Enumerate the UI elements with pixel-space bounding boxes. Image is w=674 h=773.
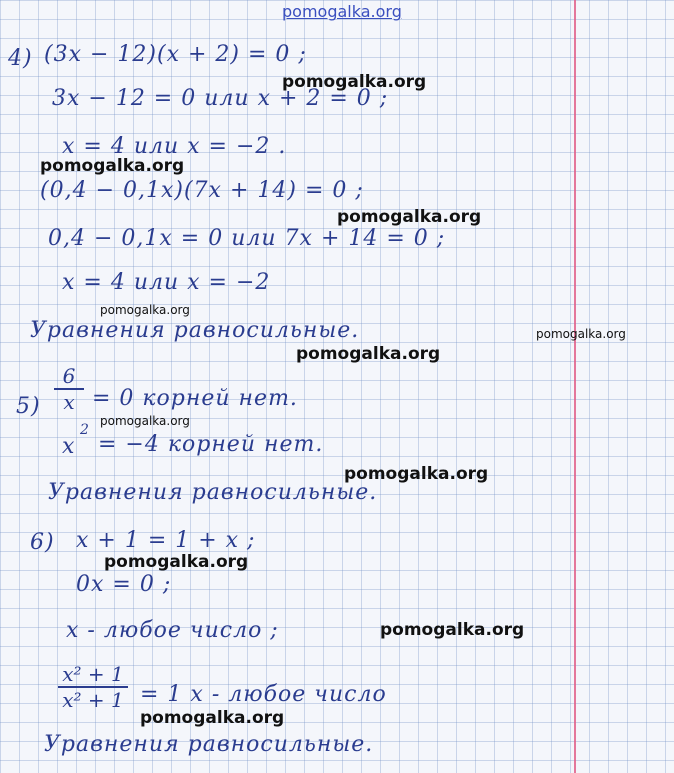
fraction-numerator: 6 (62, 364, 76, 388)
watermark: pomogalka.org (337, 207, 482, 227)
equation-4-line-1: (3x − 12)(x + 2) = 0 ; (44, 42, 307, 67)
fraction-denominator: x² + 1 (62, 688, 124, 712)
equation-5-line-2-base: x (62, 434, 76, 459)
watermark: pomogalka.org (296, 344, 441, 364)
watermark: pomogalka.org (40, 156, 185, 176)
equation-4-line-2: 3x − 12 = 0 или x + 2 = 0 ; (52, 86, 389, 111)
watermark: pomogalka.org (140, 708, 285, 728)
watermark: pomogalka.org (100, 303, 190, 317)
equation-4-line-4: (0,4 − 0,1x)(7x + 14) = 0 ; (40, 178, 364, 203)
fraction-denominator: x (63, 390, 75, 414)
equation-6-line-3: x - любое число ; (66, 618, 279, 643)
task-number-4: 4) (8, 46, 33, 71)
equation-6-line-1: x + 1 = 1 + x ; (76, 528, 256, 553)
equation-4-line-5: 0,4 − 0,1x = 0 или 7x + 14 = 0 ; (48, 226, 446, 251)
equation-5-line-2: = −4 корней нет. (98, 432, 324, 457)
fraction-6-over-x (54, 366, 84, 412)
equation-5-line-1: = 0 корней нет. (92, 386, 298, 411)
equation-6-line-4: = 1 x - любое число (140, 682, 387, 707)
equation-4-line-6: x = 4 или x = −2 (62, 270, 271, 295)
fraction-x2-plus-1 (58, 664, 128, 710)
watermark: pomogalka.org (536, 327, 626, 341)
equation-5-line-2-exponent: 2 (80, 422, 89, 438)
equation-6-line-2: 0x = 0 ; (76, 572, 172, 597)
margin-line (574, 0, 576, 773)
fraction-numerator: x² + 1 (62, 662, 124, 686)
watermark: pomogalka.org (380, 620, 525, 640)
task-number-6: 6) (30, 530, 55, 555)
watermark: pomogalka.org (344, 464, 489, 484)
equation-4-line-3: x = 4 или x = −2 . (62, 134, 287, 159)
watermark: pomogalka.org (100, 414, 190, 428)
conclusion-5: Уравнения равносильные. (48, 480, 378, 505)
task-number-5: 5) (16, 394, 41, 419)
watermark-top: pomogalka.org (282, 2, 402, 21)
conclusion-4: Уравнения равносильные. (30, 318, 360, 343)
watermark: pomogalka.org (282, 72, 427, 92)
conclusion-6: Уравнения равносильные. (44, 732, 374, 757)
watermark: pomogalka.org (104, 552, 249, 572)
